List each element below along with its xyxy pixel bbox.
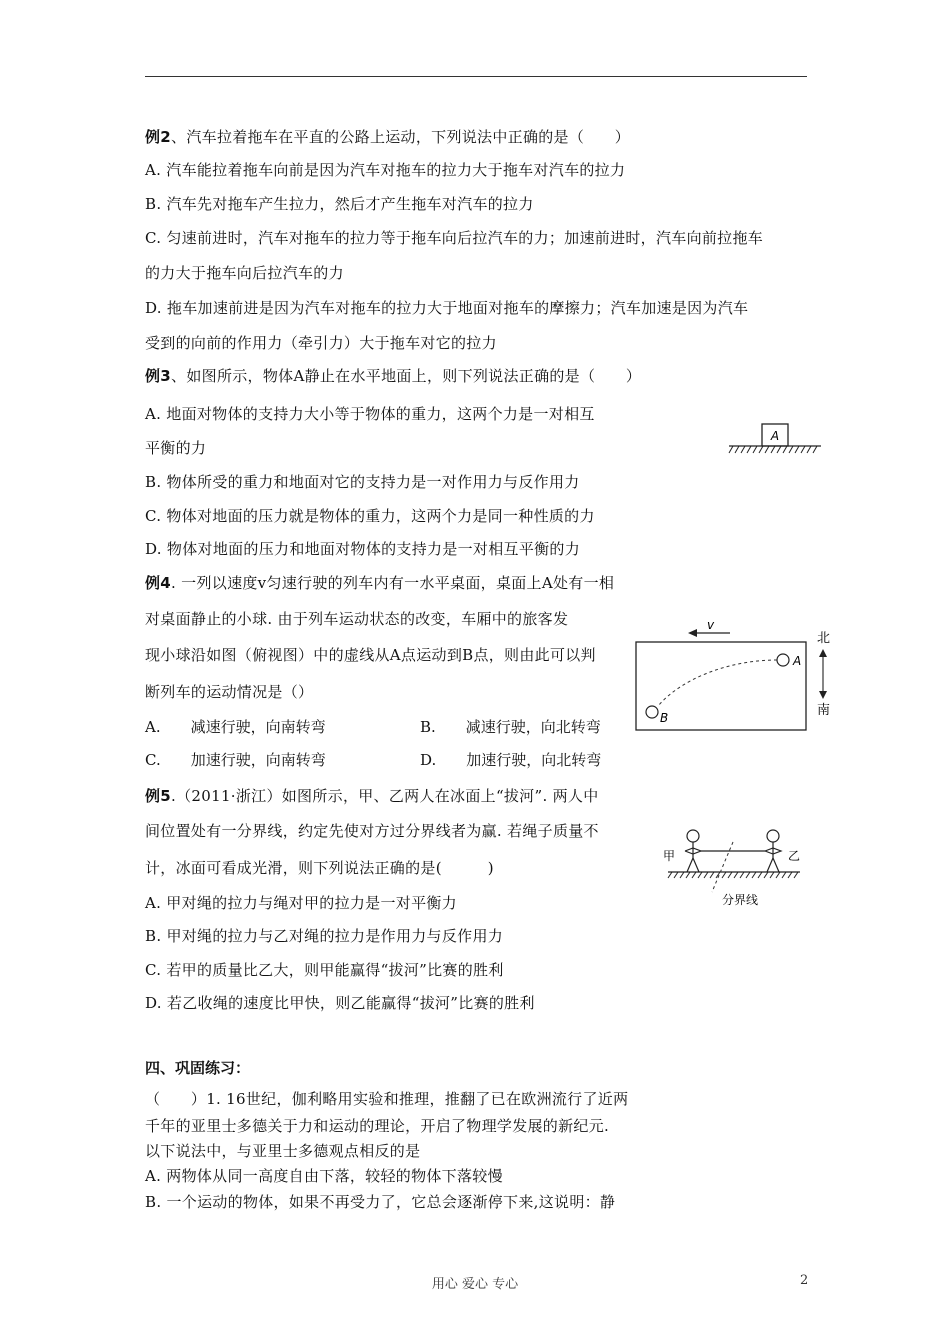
- practice-q1-option-b: B. 一个运动的物体，如果不再受力了，它总会逐渐停下来,这说明：静: [145, 1193, 616, 1211]
- ex4-question-line1: 例4. 一列以速度v匀速行驶的列车内有一水平桌面，桌面上A处有一相: [145, 574, 615, 592]
- ex3-label: 例3: [145, 367, 172, 385]
- ex3-option-a-line1: A. 地面对物体的支持力大小等于物体的重力，这两个力是一对相互: [145, 405, 595, 423]
- ex5-question-line3: 计，冰面可看成光滑，则下列说法正确的是( ): [145, 859, 494, 877]
- ex5-question-line1: 例5.（2011·浙江）如图所示，甲、乙两人在冰面上“拔河”. 两人中: [145, 787, 599, 805]
- point-b-label: B: [660, 711, 669, 725]
- practice-q1-line3: 以下说法中，与亚里士多德观点相反的是: [145, 1142, 421, 1160]
- point-a-label: A: [793, 654, 802, 668]
- practice-q1-line2: 千年的亚里士多德关于力和运动的理论，开启了物理学发展的新纪元.: [145, 1117, 610, 1135]
- block-a-label: A: [770, 429, 780, 443]
- label-yi: 乙: [788, 849, 801, 863]
- ex5-option-c: C. 若甲的质量比乙大，则甲能赢得“拔河”比赛的胜利: [145, 961, 504, 979]
- ex4-question-line2: 对桌面静止的小球. 由于列车运动状态的改变，车厢中的旅客发: [145, 610, 569, 628]
- page-number: 2: [800, 1273, 809, 1288]
- ex2-option-c-line2: 的力大于拖车向后拉汽车的力: [145, 264, 344, 282]
- ex5-option-b: B. 甲对绳的拉力与乙对绳的拉力是作用力与反作用力: [145, 927, 504, 945]
- ex3-figure: [725, 420, 825, 460]
- ex4-question-line3: 现小球沿如图（俯视图）中的虚线从A点运动到B点，则由此可以判: [145, 646, 596, 664]
- north-label: 北: [817, 631, 831, 646]
- ball-path: [658, 660, 777, 706]
- ex4-question-line4: 断列车的运动情况是（）: [145, 683, 314, 701]
- ex2-option-b: B. 汽车先对拖车产生拉力，然后才产生拖车对汽车的拉力: [145, 195, 534, 213]
- person-jia: [685, 830, 701, 872]
- footer-text: 用心 爱心 专心: [431, 1277, 519, 1292]
- ex2-option-d-line1: D. 拖车加速前进是因为汽车对拖车的拉力大于地面对拖车的摩擦力；汽车加速是因为汽车: [145, 299, 749, 317]
- ex4-figure: [630, 618, 835, 734]
- boundary-label: 分界线: [722, 893, 759, 907]
- ex2-label: 例2: [145, 128, 172, 146]
- ex2-option-d-line2: 受到的向前的作用力（牵引力）大于拖车对它的拉力: [145, 334, 497, 352]
- ex3-option-b: B. 物体所受的重力和地面对它的支持力是一对作用力与反作用力: [145, 473, 580, 491]
- velocity-label: v: [707, 618, 715, 632]
- section-title: 四、巩固练习：: [145, 1059, 251, 1077]
- ex2-option-a: A. 汽车能拉着拖车向前是因为汽车对拖车的拉力大于拖车对汽车的拉力: [145, 161, 626, 179]
- boundary-line: [712, 842, 733, 892]
- ex3-option-a-line2: 平衡的力: [145, 439, 207, 457]
- ground-hatch: [729, 446, 817, 453]
- ex5-option-d: D. 若乙收绳的速度比甲快，则乙能赢得“拔河”比赛的胜利: [145, 994, 535, 1012]
- ex2-option-c-line1: C. 匀速前进时，汽车对拖车的拉力等于拖车向后拉汽车的力；加速前进时，汽车向前拉拖车: [145, 229, 764, 247]
- velocity-arrowhead: [688, 629, 697, 637]
- ball-a: [777, 654, 789, 666]
- practice-q1-line1: （ ）1. 16世纪，伽利略用实验和推理，推翻了已在欧洲流行了近两: [145, 1090, 629, 1108]
- ice-hatch: [668, 872, 798, 878]
- ex3-question: 例3、如图所示，物体A静止在水平地面上，则下列说法正确的是（ ）: [145, 367, 642, 385]
- label-jia: 甲: [663, 849, 676, 863]
- ex3-option-c: C. 物体对地面的压力就是物体的重力，这两个力是同一种性质的力: [145, 507, 595, 525]
- practice-q1-option-a: A. 两物体从同一高度自由下落，较轻的物体下落较慢: [145, 1167, 503, 1185]
- ex5-option-a: A. 甲对绳的拉力与绳对甲的拉力是一对平衡力: [145, 894, 457, 912]
- ex4-option-b: B. 减速行驶，向北转弯: [420, 718, 601, 736]
- ex5-label: 例5: [145, 787, 172, 805]
- ex5-figure: [660, 820, 810, 912]
- person-yi: [765, 830, 781, 872]
- ex4-option-a: A. 减速行驶，向南转弯: [145, 718, 326, 736]
- ex3-option-d: D. 物体对地面的压力和地面对物体的支持力是一对相互平衡的力: [145, 540, 581, 558]
- header-rule: [145, 76, 807, 77]
- ex4-option-c: C. 加速行驶，向南转弯: [145, 751, 326, 769]
- ex4-label: 例4: [145, 574, 172, 592]
- ex4-option-d: D. 加速行驶，向北转弯: [420, 751, 602, 769]
- ball-b: [646, 706, 658, 718]
- south-label: 南: [817, 703, 831, 718]
- ex2-question: 例2、汽车拉着拖车在平直的公路上运动，下列说法中正确的是（ ）: [145, 128, 631, 146]
- ex5-question-line2: 间位置处有一分界线，约定先使对方过分界线者为赢. 若绳子质量不: [145, 822, 599, 840]
